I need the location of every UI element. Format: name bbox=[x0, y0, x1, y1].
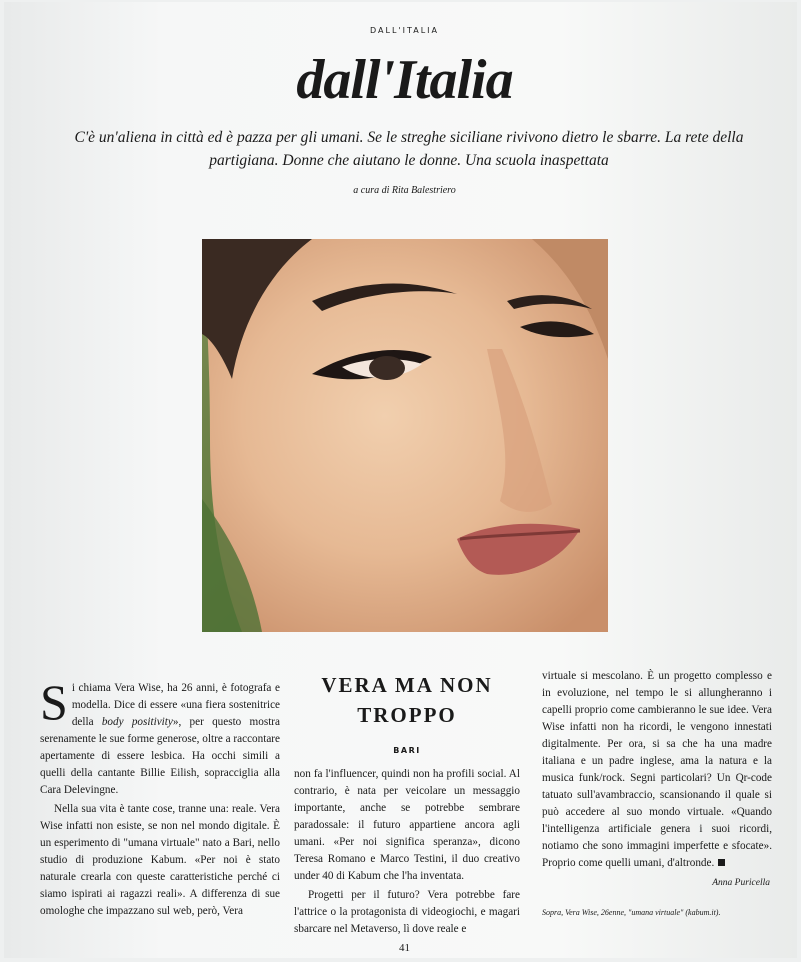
portrait-illustration bbox=[202, 239, 608, 632]
article-dateline: BARI bbox=[393, 746, 421, 755]
article-headline: VERA MA NON TROPPO bbox=[321, 673, 493, 727]
portrait-photo bbox=[202, 239, 608, 632]
article-column-2 bbox=[294, 766, 520, 940]
end-mark-icon bbox=[718, 859, 725, 866]
paragraph-3: Progetti per il futuro? Vera potrebbe fare l'attrice o la protagonista di videogiochi, e magari sbarcare nel Metaverso, lì dove reale e bbox=[294, 889, 520, 935]
drop-cap: S bbox=[40, 674, 68, 730]
paragraph-1-start: i chiama Vera Wise, ha 26 anni, è fotografa e modella. Dice di essere «una fiera sostenitrice della bbox=[71, 682, 280, 728]
paragraph-1-emphasis: body positivity bbox=[101, 716, 173, 728]
paragraph-2: Nella sua vita è tante cose, tranne una: reale. Vera Wise infatti non esiste, se non nel mondo digitale. È un esperimento di "umana virtuale" nato a Bari, nello studio di produzione Kabum. «Per noi è stato naturale crearla con queste caratteristiche perché ci siamo ispirati ai ragazzi reali». A differenza di sue omologhe che impazzano sul web, però, Vera bbox=[40, 803, 280, 917]
paragraph-2-continued: non fa l'influencer, quindi non ha profili social. Al contrario, è nata per veicolare un messaggio importante, anche se potrebbe sembrare paradossale: il futuro appartiene ancora agli umani. «Per noi significa speranza», dicono Teresa Romano e Marco Testini, il duo creativo under 40 di Kabum che l'ha inventata. bbox=[294, 768, 520, 882]
author-signature: Anna Puricella bbox=[712, 878, 770, 888]
section-kicker: DALL'ITALIA bbox=[370, 26, 439, 35]
magazine-page bbox=[4, 2, 797, 958]
article-column-3 bbox=[542, 668, 772, 874]
photo-caption: Sopra, Vera Wise, 26enne, "umana virtuale" (kabum.it). bbox=[542, 908, 721, 917]
page-number: 41 bbox=[399, 942, 410, 954]
section-dek: C'è un'aliena in città ed è pazza per gli umani. Se le streghe siciliane rivivono dietro le sbarre. La rete della partigiana. Donne che aiutano le donne. Una scuola inaspettata bbox=[74, 129, 744, 169]
paragraph-3-continued: virtuale si mescolano. È un progetto complesso e in evoluzione, nel tempo le si allungheranno i capelli proprio come cambieranno le sue idee. Vera Wise infatti non ha ricordi, le vengono innestati digitalmente. Per ora, si sa che ha una madre italiana e un padre inglese, ama la natura e la musica funk/rock. Segni particolari? Un Qr-code tatuato sull'avambraccio, scansionando il quale si può accedere al suo mondo virtuale. «Quando l'intelligenza artificiale genera i suoi ricordi, notiamo che sono immagini imperfette e sfocate». Proprio come quelli umani, d'altronde. bbox=[542, 670, 772, 869]
article-column-1 bbox=[40, 674, 280, 922]
paragraph-1-end: », per questo mostra serenamente le sue forme generose, oltre a raccontare apertamente di essere lesbica. Ha occhi simili a quelli della cantante Billie Eilish, sopracciglia alla Cara Delevingne. bbox=[40, 716, 280, 796]
byline: a cura di Rita Balestriero bbox=[353, 185, 456, 196]
section-title: dall'Italia bbox=[296, 49, 513, 111]
